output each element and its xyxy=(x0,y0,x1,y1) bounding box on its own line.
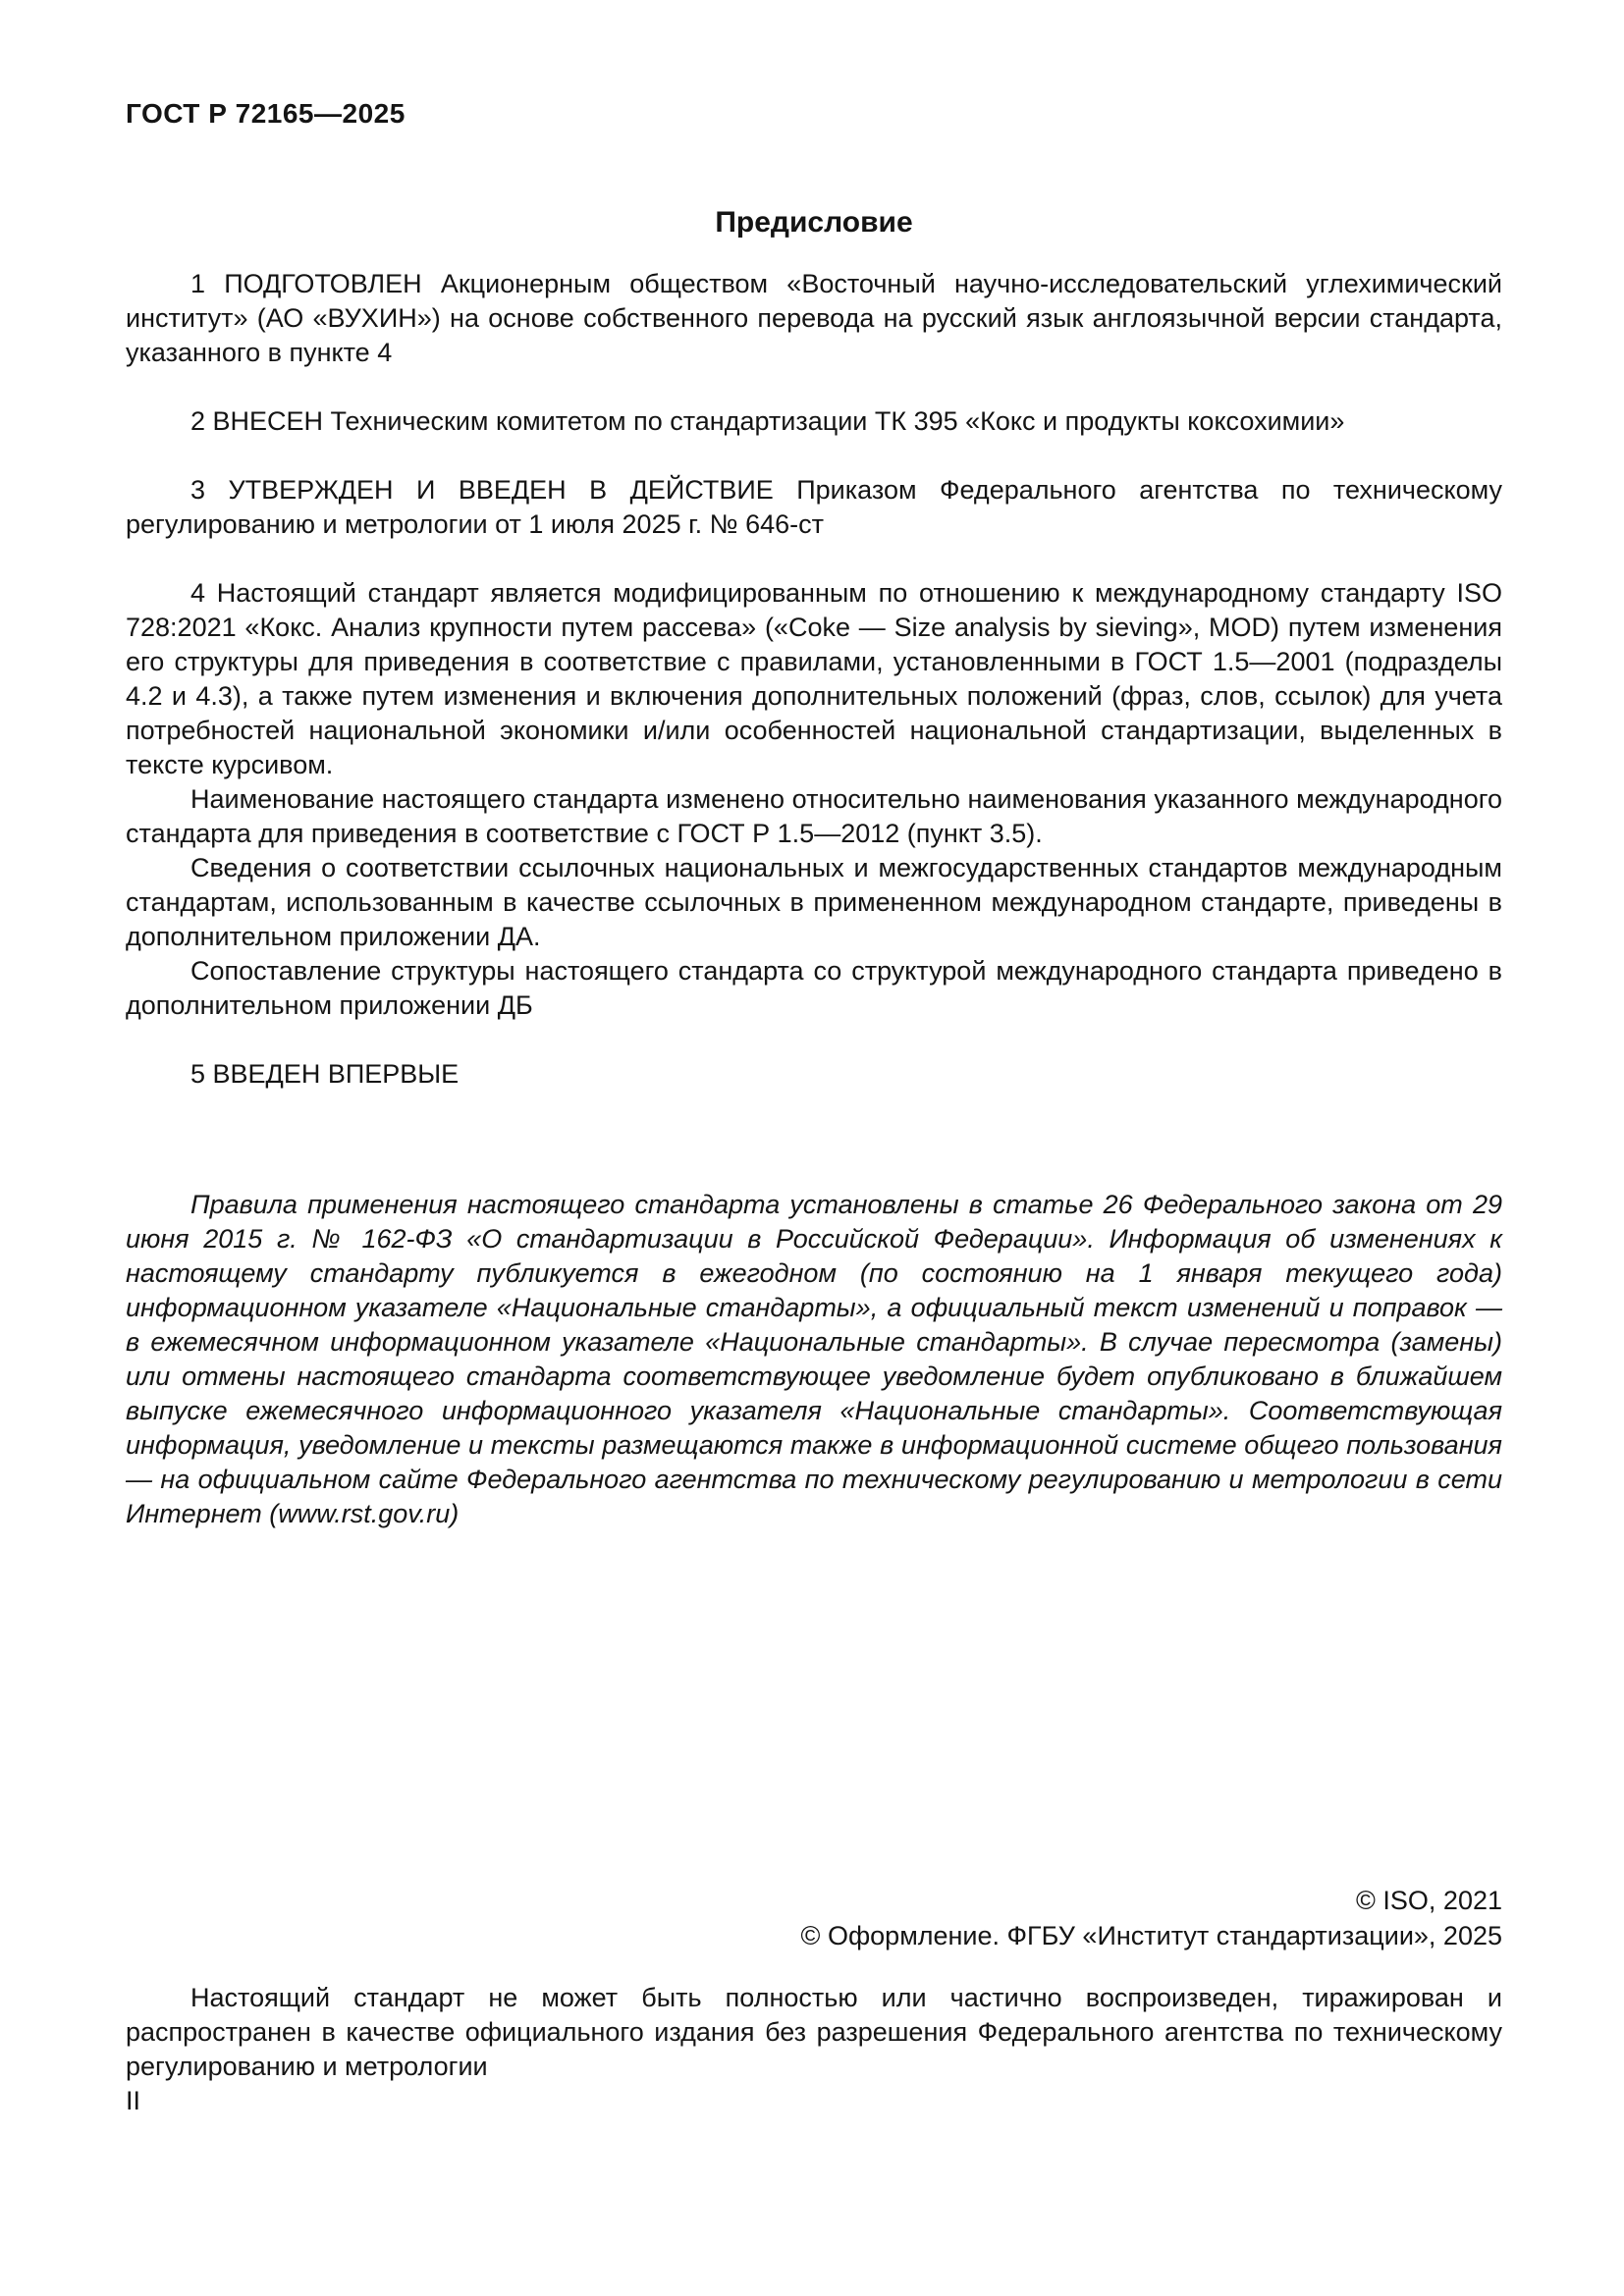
foreword-item-5: 5 ВВЕДЕН ВПЕРВЫЕ xyxy=(190,1059,460,1089)
distribution-restriction-notice: Настоящий стандарт не может быть полностью или частично воспроизведен, тиражирован и распространен в качестве официального издания без разрешения Федерального агентства по техническому регулированию и метрологии xyxy=(126,1983,1502,2081)
foreword-item-4: 4 Настоящий стандарт является модифицированным по отношению к международному стандарту ISO 728:2021 «Кокс. Анализ крупности путем рассева» («Coke — Size analysis by sieving», MOD) путем изменения его структуры для приведения в соответствие с правилами, установленными в ГОСТ 1.5—2001 (подразделы 4.2 и 4.3), а также путем изменения и включения дополнительных положений (фраз, слов, ссылок) для учета потребностей национальной экономики и/или особенностей национальной стандартизации, выделенных в тексте курсивом. xyxy=(126,578,1502,779)
foreword-item-4-note-references: Сведения о соответствии ссылочных национальных и межгосударственных стандартов международным стандартам, использованным в качестве ссылочных в примененном международном стандарте, приведены в дополнительном приложении ДА. xyxy=(126,853,1502,951)
foreword-item-4-note-name-change: Наименование настоящего стандарта изменено относительно наименования указанного международного стандарта для приведения в соответствие с ГОСТ Р 1.5—2012 (пункт 3.5). xyxy=(126,784,1502,848)
page-number: II xyxy=(126,2086,141,2115)
foreword-item-4-note-structure: Сопоставление структуры настоящего стандарта со структурой международного стандарта приведено в дополнительном приложении ДБ xyxy=(126,956,1502,1020)
foreword-item-3: 3 УТВЕРЖДЕН И ВВЕДЕН В ДЕЙСТВИЕ Приказом Федерального агентства по техническому регулированию и метрологии от 1 июля 2025 г. № 646-ст xyxy=(126,475,1502,539)
copyright-iso: © ISO, 2021 xyxy=(1356,1886,1502,1915)
copyright-block xyxy=(126,1883,1502,1953)
document-code: ГОСТ Р 72165—2025 xyxy=(126,98,406,129)
foreword-item-1: 1 ПОДГОТОВЛЕН Акционерным обществом «Восточный научно-исследовательский углехимический институт» (АО «ВУХИН») на основе собственного перевода на русский язык англоязычной версии стандарта, указанного в пункте 4 xyxy=(126,269,1502,367)
copyright-design: © Оформление. ФГБУ «Институт стандартизации», 2025 xyxy=(800,1921,1502,1950)
foreword-item-2: 2 ВНЕСЕН Техническим комитетом по стандартизации ТК 395 «Кокс и продукты коксохимии» xyxy=(190,406,1345,436)
foreword-title: Предисловие xyxy=(715,206,913,239)
legal-application-notice: Правила применения настоящего стандарта установлены в статье 26 Федерального закона от 29 июня 2015 г. № 162-ФЗ «О стандартизации в Российской Федерации». Информация об изменениях к настоящему стандарту публикуется в ежегодном (по состоянию на 1 января текущего года) информационном указателе «Национальные стандарты», а официальный текст изменений и поправок — в ежемесячном информационном указателе «Национальные стандарты». В случае пересмотра (замены) или отмены настоящего стандарта соответствующее уведомление будет опубликовано в ближайшем выпуске ежемесячного информационного указателя «Национальные стандарты». Соответствующая информация, уведомление и тексты размещаются также в информационной системе общего пользования — на официальном сайте Федерального агентства по техническому регулированию и метрологии в сети Интернет (www.rst.gov.ru) xyxy=(126,1190,1502,1528)
